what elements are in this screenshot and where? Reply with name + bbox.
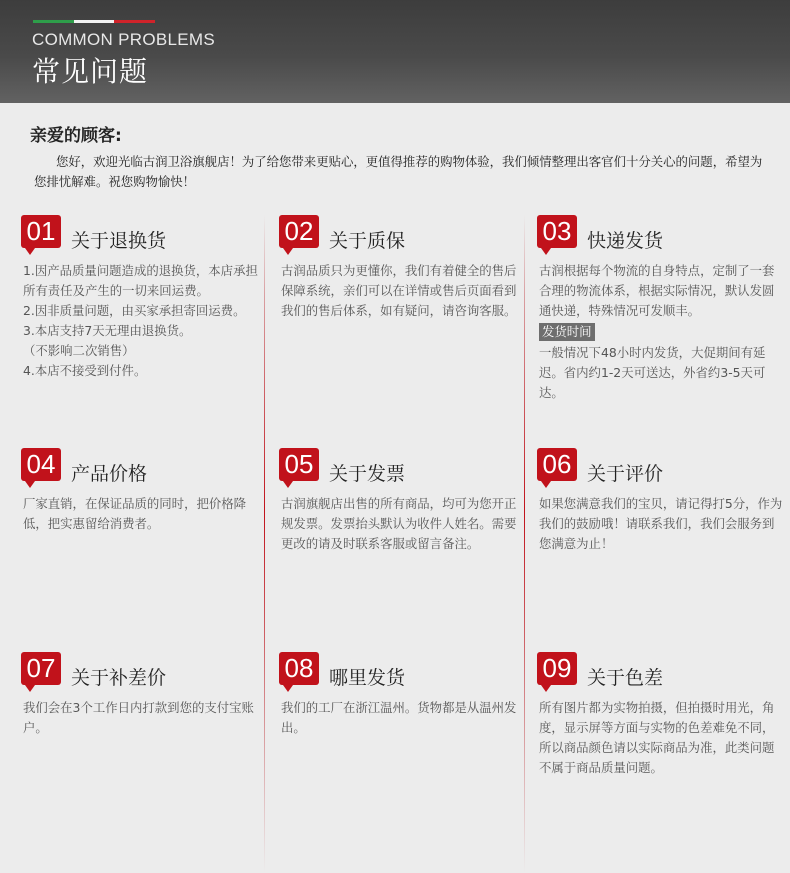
card-body	[539, 698, 785, 778]
card-line: 如果您满意我们的宝贝，请记得打5分，作为我们的鼓励哦！请联系我们，我们会服务到您满意为止！	[539, 496, 783, 551]
card-line: 我们的工厂在浙江温州。货物都是从温州发出。	[281, 700, 517, 735]
intro-text: 您好，欢迎光临古润卫浴旗舰店！为了给您带来更贴心，更值得推荐的购物体验，我们倾情整理出客官们十分关心的问题，希望为您排忧解难。祝您购物愉快！	[34, 154, 763, 189]
number-badge: 09	[537, 652, 577, 685]
card-body	[23, 698, 269, 738]
number-badge: 05	[279, 448, 319, 481]
card-title: 快递发货	[587, 230, 664, 252]
card-body	[281, 698, 527, 738]
header-title-en: COMMON PROBLEMS	[32, 30, 216, 49]
card-title: 关于补差价	[71, 667, 167, 689]
number-badge: 01	[21, 215, 61, 248]
card-line: 古润品质只为更懂你，我们有着健全的售后保障系统，亲们可以在详情或售后页面看到我们的售后体系，如有疑问，请咨询客服。	[281, 263, 517, 318]
card-line: 1.因产品质量问题造成的退换货，本店承担所有责任及产生的一切来回运费。	[23, 263, 258, 298]
card-title: 哪里发货	[329, 667, 406, 689]
card-body	[281, 261, 527, 321]
card-body	[23, 494, 269, 534]
card-line: 古润旗舰店出售的所有商品，均可为您开正规发票。发票抬头默认为收件人姓名。需要更改的请及时联系客服或留言备注。	[281, 496, 517, 551]
number-badge: 02	[279, 215, 319, 248]
card-line: 4.本店不接受到付件。	[23, 363, 147, 378]
page-header	[0, 0, 790, 103]
card-line: 一般情况下48小时内发货，大促期间有延迟。省内约1-2天可送达，外省约3-5天可达。	[539, 345, 766, 400]
flag-white	[74, 20, 115, 23]
card-body	[539, 494, 785, 554]
number-badge: 03	[537, 215, 577, 248]
number-badge: 06	[537, 448, 577, 481]
number-badge: 07	[21, 652, 61, 685]
shipping-time-tag: 发货时间	[539, 323, 595, 341]
card-body	[539, 261, 785, 403]
card-body	[23, 261, 269, 381]
card-title: 产品价格	[71, 463, 148, 485]
header-title-zh: 常见问题	[32, 55, 149, 88]
card-line: 古润根据每个物流的自身特点，定制了一套合理的物流体系，根据实际情况，默认发圆通快递，特殊情况可发顺丰。	[539, 263, 775, 318]
card-title: 关于退换货	[71, 230, 167, 252]
card-title: 关于评价	[587, 463, 664, 485]
card-title: 关于色差	[587, 667, 664, 689]
card-line: 2.因非质量问题，由买家承担寄回运费。	[23, 303, 246, 318]
card-line: 3.本店支持7天无理由退换货。	[23, 323, 192, 338]
card-title: 关于发票	[329, 463, 406, 485]
flag-red	[114, 20, 155, 23]
flag-green	[33, 20, 74, 23]
card-title: 关于质保	[329, 230, 406, 252]
card-line: 我们会在3个工作日内打款到您的支付宝账户。	[23, 700, 254, 735]
card-line: （不影响二次销售）	[23, 343, 135, 358]
number-badge: 04	[21, 448, 61, 481]
card-line: 所有图片都为实物拍摄，但拍摄时用光，角度，显示屏等方面与实物的色差难免不同，所以商品颜色请以实际商品为准，此类问题不属于商品质量问题。	[539, 700, 775, 775]
greeting: 亲爱的顾客:	[30, 126, 122, 146]
card-line: 厂家直销，在保证品质的同时，把价格降低，把实惠留给消费者。	[23, 496, 247, 531]
flag-stripe	[33, 20, 155, 23]
number-badge: 08	[279, 652, 319, 685]
card-body	[281, 494, 527, 554]
